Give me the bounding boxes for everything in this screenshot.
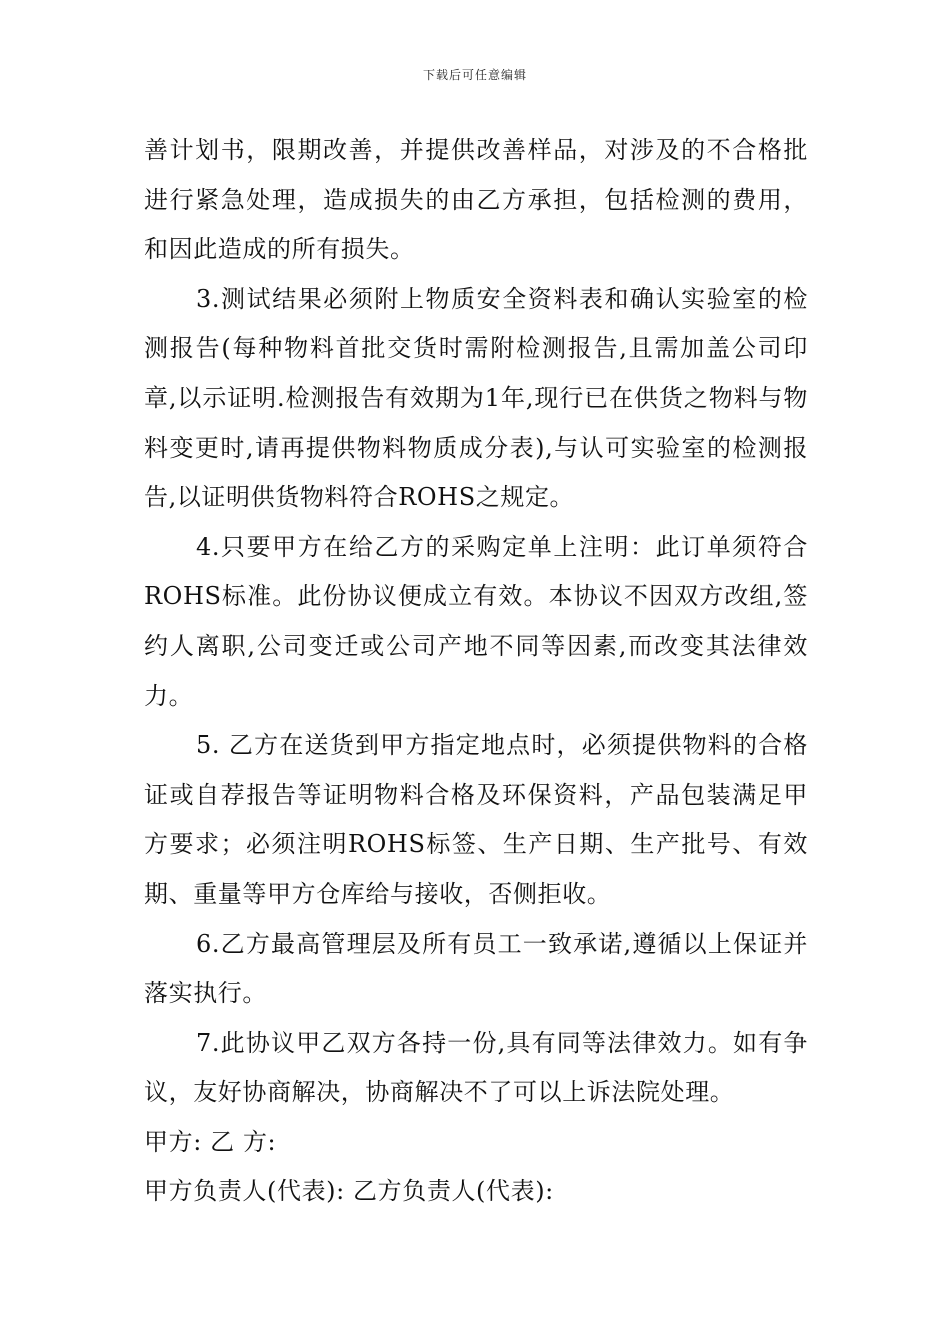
document-body	[144, 126, 808, 1217]
paragraph-clause-4: 4.只要甲方在给乙方的采购定单上注明：此订单须符合ROHS标准。此份协议便成立有效。本协议不因双方改组,签约人离职,公司变迁或公司产地不同等因素,而改变其法律效力。	[144, 532, 808, 710]
signature-representatives: 甲方负责人(代表): 乙方负责人(代表):	[144, 1177, 554, 1206]
paragraph-clause-5: 5. 乙方在送货到甲方指定地点时，必须提供物料的合格证或自荐报告等证明物料合格及环保资料，产品包装满足甲方要求；必须注明ROHS标签、生产日期、生产批号、有效期、重量等甲方仓库给与接收，否侧拒收。	[144, 731, 808, 908]
paragraph-clause-6: 6.乙方最高管理层及所有员工一致承诺,遵循以上保证并落实执行。	[144, 929, 808, 1008]
page-header-note: 下载后可任意编辑	[422, 68, 527, 82]
paragraph-clause-7: 7.此协议甲乙双方各持一份,具有同等法律效力。如有争议，友好协商解决，协商解决不了可以上诉法院处理。	[144, 1028, 808, 1107]
paragraph-continuation: 善计划书，限期改善，并提供改善样品，对涉及的不合格批进行紧急处理，造成损失的由乙方承担，包括检测的费用，和因此造成的所有损失。	[144, 136, 808, 264]
paragraph-clause-3: 3.测试结果必须附上物质安全资料表和确认实验室的检测报告(每种物料首批交货时需附检测报告,且需加盖公司印章,以示证明.检测报告有效期为1年,现行已在供货之物料与物料变更时,请再提供物料物质成分表),与认可实验室的检测报告,以证明供货物料符合ROHS之规定。	[144, 284, 808, 512]
signature-parties: 甲方: 乙 方:	[144, 1127, 277, 1156]
